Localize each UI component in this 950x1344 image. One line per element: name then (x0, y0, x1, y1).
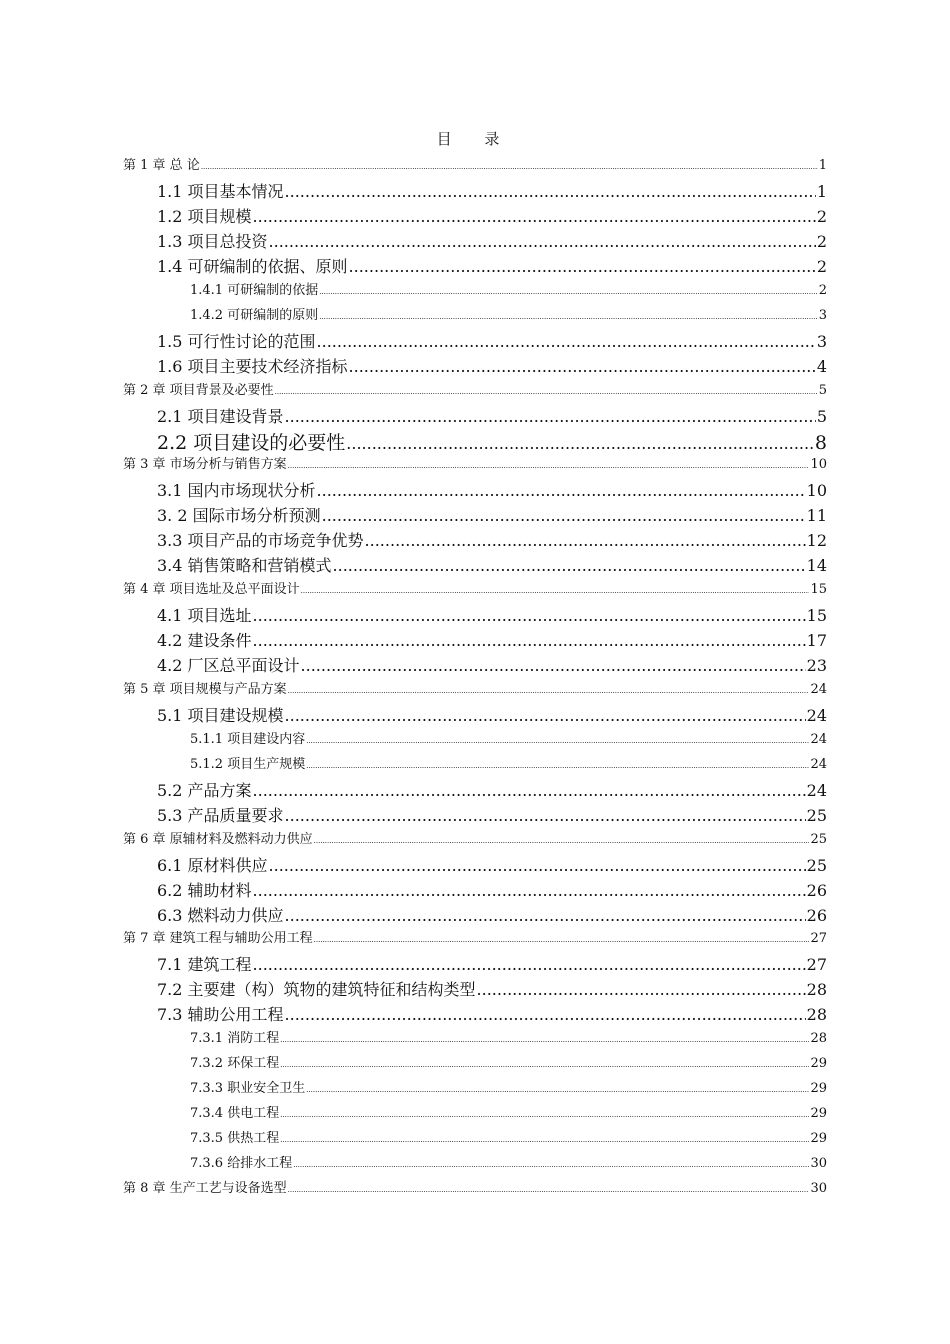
dot-leader (322, 506, 806, 525)
toc-entry-page: 26 (806, 905, 827, 925)
dot-leader (201, 163, 818, 171)
toc-entry[interactable] (190, 1052, 827, 1071)
dot-leader (285, 806, 806, 825)
toc-entry[interactable] (157, 903, 827, 926)
toc-entry[interactable] (157, 952, 827, 975)
toc-entry-page: 26 (806, 880, 827, 900)
dot-leader (280, 1111, 809, 1119)
toc-entry-label: 6.2 辅助材料 (157, 880, 252, 900)
toc-entry-page: 24 (810, 731, 827, 747)
toc-entry-label: 第 2 章 项目背景及必要性 (123, 382, 274, 398)
toc-entry-page: 2 (816, 206, 827, 226)
dot-leader (253, 781, 806, 800)
toc-entry-page: 1 (816, 181, 827, 201)
dot-leader (253, 606, 806, 625)
toc-entry-label: 第 8 章 生产工艺与设备选型 (123, 1180, 287, 1196)
dot-leader (319, 313, 818, 321)
toc-entry-page: 24 (806, 705, 827, 725)
toc-entry-label: 6.1 原材料供应 (157, 855, 268, 875)
toc-entry-label: 1.5 可行性讨论的范围 (157, 331, 316, 351)
dot-leader (317, 332, 816, 351)
toc-entry[interactable] (157, 878, 827, 901)
toc-entry-label: 1.1 项目基本情况 (157, 181, 284, 201)
toc-entry-page: 28 (806, 1005, 827, 1025)
dot-leader (349, 357, 816, 376)
toc-entry-page: 24 (810, 756, 827, 772)
toc-entry-label: 1.6 项目主要技术经济指标 (157, 356, 348, 376)
toc-entry-page: 29 (810, 1081, 827, 1097)
dot-leader (280, 1136, 809, 1144)
toc-entry-label: 5.2 产品方案 (157, 780, 252, 800)
dot-leader (288, 462, 810, 470)
toc-entry-label: 3.3 项目产品的市场竞争优势 (157, 531, 364, 551)
dot-leader (314, 837, 810, 845)
toc-entry[interactable] (123, 678, 827, 697)
toc-entry-page: 25 (806, 855, 827, 875)
toc-entry-label: 5.1.1 项目建设内容 (190, 731, 306, 747)
dot-leader (269, 232, 816, 251)
dot-leader (319, 288, 818, 296)
toc-entry-page: 15 (806, 606, 827, 626)
toc-entry-label: 1.4.2 可研编制的原则 (190, 307, 319, 323)
dot-leader (285, 182, 816, 201)
toc-entry[interactable] (123, 578, 827, 597)
toc-entry[interactable] (157, 229, 827, 252)
toc-entry-label: 7.3.4 供电工程 (190, 1106, 280, 1122)
toc-entry-label: 4.2 建设条件 (157, 631, 252, 651)
toc-entry-label: 1.3 项目总投资 (157, 231, 268, 251)
toc-entry[interactable] (190, 753, 827, 772)
toc-entry-label: 3.4 销售策略和营销模式 (157, 556, 332, 576)
toc-entry-page: 2 (818, 282, 827, 298)
toc-entry-label: 7.1 建筑工程 (157, 955, 252, 975)
toc-entry-label: 1.4 可研编制的依据、原则 (157, 256, 348, 276)
toc-entry-page: 23 (806, 656, 827, 675)
dot-leader (301, 587, 810, 595)
toc-entry-label: 第 1 章 总 论 (123, 158, 200, 173)
toc-entry-label: 7.3.3 职业安全卫生 (190, 1081, 306, 1097)
dot-leader (306, 1086, 809, 1094)
toc-entry-label: 2.2 项目建设的必要性 (157, 432, 346, 455)
dot-leader (301, 656, 806, 675)
toc-entry-label: 3. 2 国际市场分析预测 (157, 506, 321, 526)
toc-entry-label: 1.2 项目规模 (157, 206, 252, 226)
toc-entry[interactable] (123, 927, 827, 946)
toc-entry-page: 30 (810, 1156, 827, 1171)
toc-entry-label: 第 3 章 市场分析与销售方案 (123, 457, 287, 473)
toc-entry[interactable] (157, 204, 827, 227)
toc-entry[interactable] (190, 1027, 827, 1046)
toc-entry-page: 14 (806, 556, 827, 576)
toc-entry[interactable] (157, 778, 827, 801)
toc-entry[interactable] (157, 404, 827, 427)
toc-entry-label: 7.3.2 环保工程 (190, 1056, 280, 1072)
toc-entry[interactable] (157, 528, 827, 551)
toc-entry[interactable] (157, 1002, 827, 1025)
dot-leader (253, 631, 806, 650)
dot-leader (317, 481, 806, 500)
dot-leader (293, 1161, 809, 1169)
toc-entry[interactable] (190, 1077, 827, 1096)
toc-entry[interactable] (157, 428, 827, 455)
toc-entry[interactable] (190, 279, 827, 298)
dot-leader (365, 531, 806, 550)
dot-leader (349, 257, 816, 276)
toc-entry-label: 3.1 国内市场现状分析 (157, 481, 316, 501)
toc-entry-page: 29 (810, 1131, 827, 1147)
toc-entry-label: 7.2 主要建（构）筑物的建筑特征和结构类型 (157, 980, 476, 1000)
toc-entry-page: 4 (816, 356, 827, 376)
toc-entry-page: 11 (806, 506, 827, 526)
toc-entry-page: 25 (806, 805, 827, 825)
toc-entry[interactable] (190, 728, 827, 747)
dot-leader (333, 556, 806, 575)
toc-entry[interactable] (157, 628, 827, 651)
dot-leader (346, 434, 814, 453)
toc-entry-page: 5 (816, 406, 827, 426)
toc-entry-page: 24 (810, 681, 827, 697)
dot-leader (285, 706, 806, 725)
toc-entry[interactable] (157, 354, 827, 377)
toc-entry[interactable] (190, 1152, 827, 1171)
toc-entry-page: 29 (810, 1106, 827, 1122)
toc-entry-page: 27 (806, 955, 827, 975)
toc-entry-page: 3 (818, 307, 827, 323)
toc-entry-page: 30 (810, 1180, 827, 1196)
toc-entry[interactable] (157, 703, 827, 726)
dot-leader (253, 881, 806, 900)
toc-entry[interactable] (157, 503, 827, 526)
toc-entry-label: 第 5 章 项目规模与产品方案 (123, 681, 287, 697)
toc-entry-page: 25 (810, 831, 827, 847)
toc-entry-page: 17 (806, 631, 827, 651)
toc-entry-label: 6.3 燃料动力供应 (157, 905, 284, 925)
toc-entry-label: 7.3.5 供热工程 (190, 1131, 280, 1147)
toc-entry[interactable] (123, 154, 827, 173)
toc-entry-page: 5 (818, 382, 827, 398)
dot-leader (288, 1186, 810, 1194)
toc-entry[interactable] (157, 977, 827, 1000)
toc-entry[interactable] (190, 1102, 827, 1121)
toc-entry-label: 1.4.1 可研编制的依据 (190, 282, 319, 298)
toc-entry[interactable] (157, 853, 827, 876)
toc-entry[interactable] (157, 329, 827, 352)
toc-entry-page: 28 (806, 980, 827, 1000)
toc-entry-label: 7.3.6 给排水工程 (190, 1156, 293, 1171)
toc-entry[interactable] (123, 453, 827, 472)
toc-entry-label: 5.1 项目建设规模 (157, 705, 284, 725)
toc-entry[interactable] (157, 478, 827, 501)
dot-leader (280, 1061, 809, 1069)
toc-entry-label: 7.3.1 消防工程 (190, 1031, 280, 1047)
toc-entry-label: 5.1.2 项目生产规模 (190, 756, 306, 772)
toc-entry-label: 5.3 产品质量要求 (157, 805, 284, 825)
toc-entry-page: 24 (806, 780, 827, 800)
toc-entry-page: 27 (810, 931, 827, 947)
toc-entry-page: 29 (810, 1056, 827, 1072)
dot-leader (314, 936, 810, 944)
dot-leader (280, 1036, 809, 1044)
dot-leader (253, 955, 806, 974)
toc-entry[interactable] (123, 379, 827, 398)
toc-entry-label: 4.1 项目选址 (157, 606, 252, 626)
toc-entry-page: 28 (810, 1031, 827, 1047)
dot-leader (306, 762, 809, 770)
toc-entry-label: 4.2 厂区总平面设计 (157, 656, 300, 675)
toc-entry-page: 8 (814, 432, 827, 455)
toc-entry[interactable] (157, 653, 827, 676)
dot-leader (275, 388, 818, 396)
dot-leader (285, 407, 816, 426)
dot-leader (285, 906, 806, 925)
toc-entry[interactable] (157, 179, 827, 202)
toc-entry[interactable] (157, 254, 827, 277)
dot-leader (253, 207, 816, 226)
toc-entry[interactable] (123, 828, 827, 847)
toc-entry-page: 15 (810, 582, 827, 598)
toc-entry[interactable] (157, 603, 827, 626)
toc-entry[interactable] (190, 1127, 827, 1146)
toc-entry[interactable] (190, 304, 827, 323)
toc-entry-page: 2 (816, 231, 827, 251)
toc-entry-page: 2 (816, 256, 827, 276)
toc-entry-label: 第 7 章 建筑工程与辅助公用工程 (123, 931, 313, 947)
toc-entry-page: 12 (806, 531, 827, 551)
toc-entry-label: 7.3 辅助公用工程 (157, 1005, 284, 1025)
toc-entry[interactable] (157, 803, 827, 826)
toc-entry-page: 1 (818, 158, 827, 173)
dot-leader (269, 856, 806, 875)
dot-leader (288, 687, 810, 695)
dot-leader (285, 1005, 806, 1024)
toc-entry-page: 3 (816, 331, 827, 351)
toc-entry-page: 10 (810, 457, 827, 473)
toc-entry[interactable] (123, 1177, 827, 1196)
toc-entry-label: 第 4 章 项目选址及总平面设计 (123, 582, 300, 598)
toc-entry-label: 第 6 章 原辅材料及燃料动力供应 (123, 831, 313, 847)
toc-entry-label: 2.1 项目建设背景 (157, 406, 284, 426)
toc-title: 目 录 (436, 130, 514, 148)
dot-leader (477, 980, 806, 999)
dot-leader (306, 737, 809, 745)
toc-entry[interactable] (157, 553, 827, 576)
toc-entry-page: 10 (806, 481, 827, 501)
